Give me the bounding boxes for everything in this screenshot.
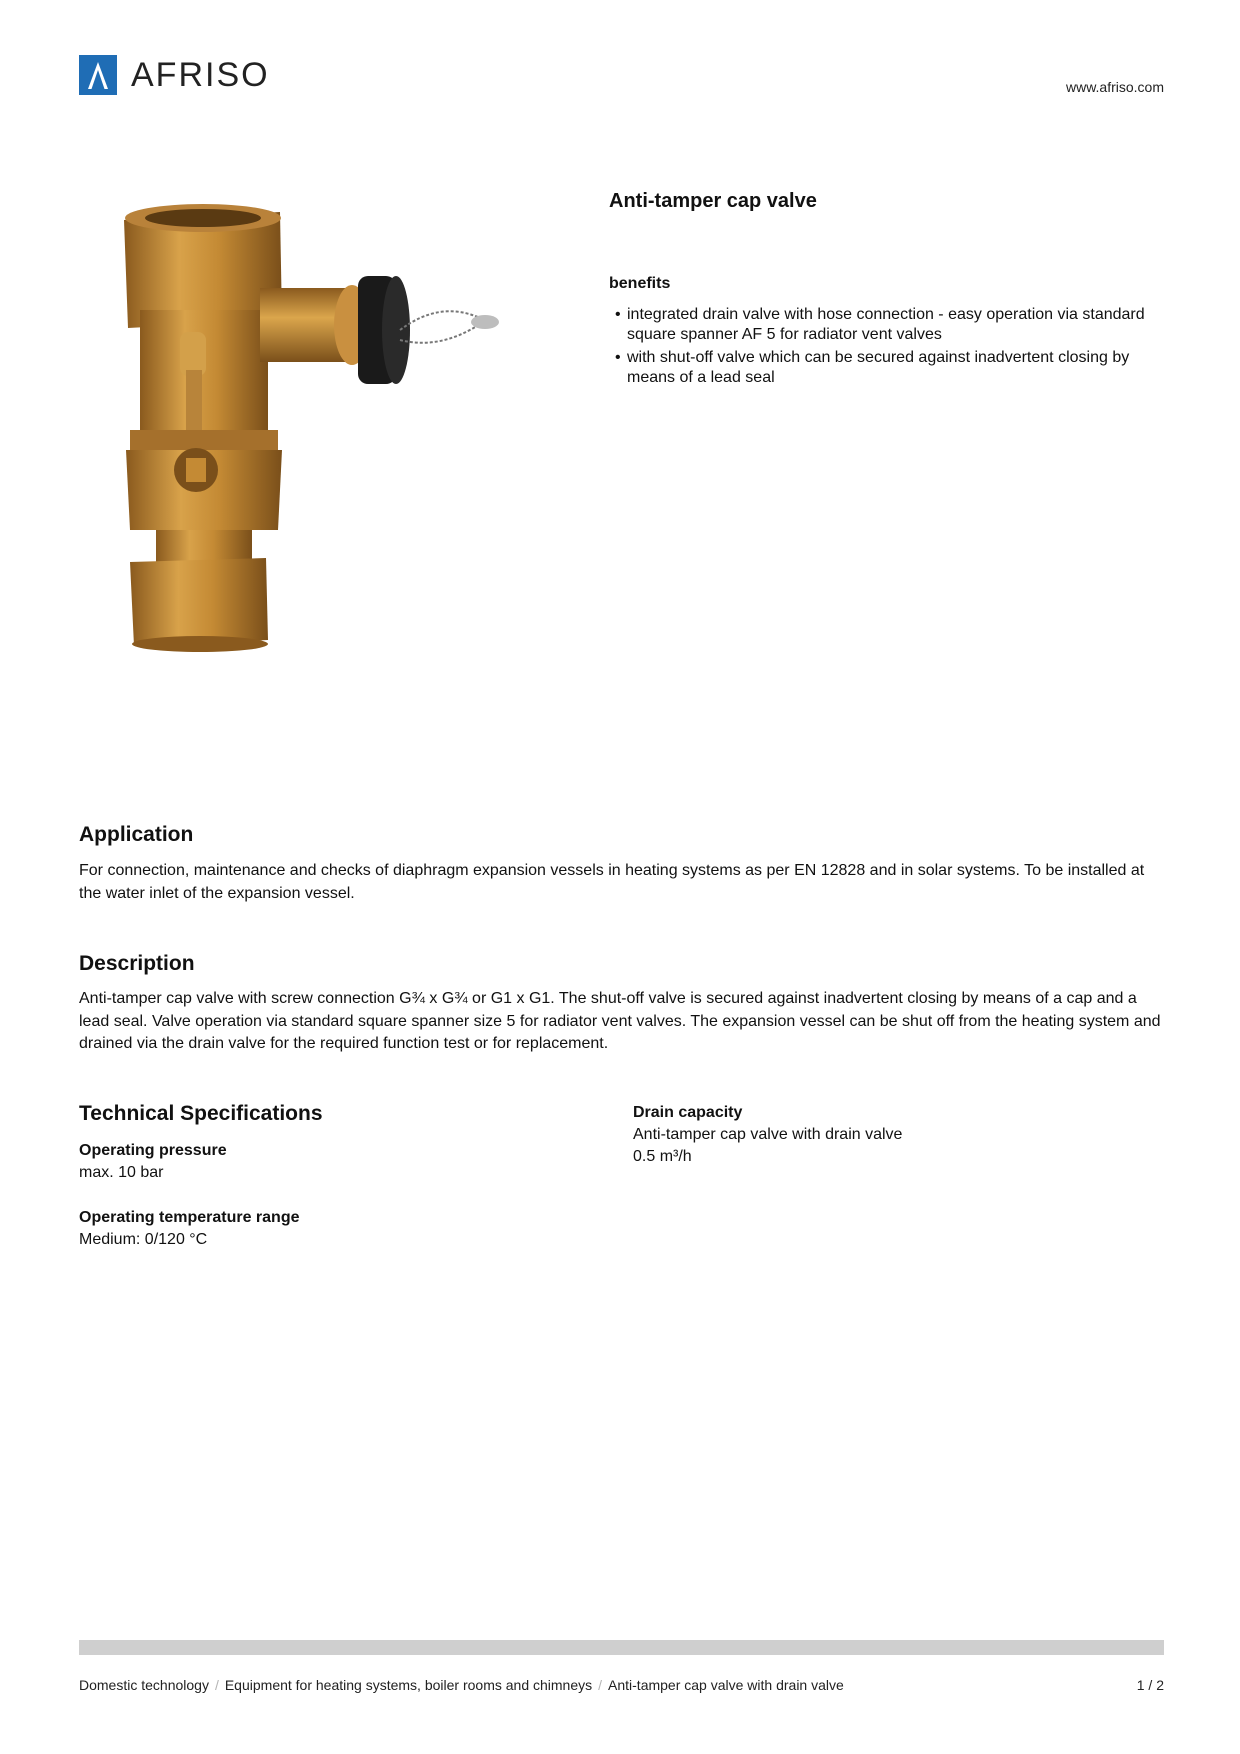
breadcrumb-item-product[interactable]: Anti-tamper cap valve with drain valve — [608, 1677, 844, 1693]
application-text: For connection, maintenance and checks of diaphragm expansion vessels in heating systems as per EN 12828 and in solar systems. To be installed at the water inlet of the expansion vessel. — [79, 862, 1145, 902]
description-text: Anti-tamper cap valve with screw connection G¾ x G¾ or G1 x G1. The shut-off valve is secured against inadvertent closing by means of a cap and a lead seal. Valve operation via standard square spanner size 5 for radiator vent valves. The expansion vessel can be shut off from the heating system and drained via the drain valve for the required function test or for replacement. — [79, 990, 1161, 1052]
spec-value: max. 10 bar — [79, 1164, 164, 1181]
website-link[interactable]: www.afriso.com — [1065, 79, 1164, 95]
tech-specs-heading: Technical Specifications — [79, 1102, 323, 1125]
footer-divider-bar — [79, 1640, 1164, 1655]
spec-value: 0.5 m³/h — [633, 1148, 692, 1165]
brand-logo — [79, 55, 270, 95]
benefits-heading: benefits — [609, 275, 671, 292]
benefit-item: • with shut-off valve which can be secured against inadvertent closing by means of a lead seal — [609, 348, 1169, 388]
product-title: Anti-tamper cap valve — [609, 190, 817, 212]
brand-name: AFRISO — [131, 56, 270, 94]
description-heading: Description — [79, 952, 195, 975]
benefit-item: • integrated drain valve with hose connection - easy operation via standard square spanner AF 5 for radiator vent valves — [609, 305, 1169, 345]
spec-operating-temperature — [79, 1207, 300, 1251]
afriso-logo-icon — [79, 55, 117, 95]
spec-value: Medium: 0/120 °C — [79, 1231, 208, 1248]
spec-label: Operating pressure — [79, 1142, 227, 1159]
page-number: 1 / 2 — [1136, 1677, 1164, 1693]
application-heading: Application — [79, 823, 194, 846]
breadcrumb-item-domestic-technology[interactable]: Domestic technology — [79, 1677, 209, 1693]
product-photo — [100, 200, 580, 740]
breadcrumb-separator: / — [598, 1677, 603, 1693]
spec-drain-capacity — [633, 1102, 902, 1168]
breadcrumb — [79, 1677, 844, 1693]
spec-label: Operating temperature range — [79, 1209, 300, 1226]
spec-value: Anti-tamper cap valve with drain valve — [633, 1126, 903, 1143]
breadcrumb-item-heating-equipment[interactable]: Equipment for heating systems, boiler rooms and chimneys — [224, 1677, 593, 1693]
breadcrumb-separator: / — [214, 1677, 219, 1693]
spec-operating-pressure — [79, 1140, 227, 1184]
spec-label: Drain capacity — [633, 1104, 743, 1121]
benefits-list — [609, 305, 1169, 391]
